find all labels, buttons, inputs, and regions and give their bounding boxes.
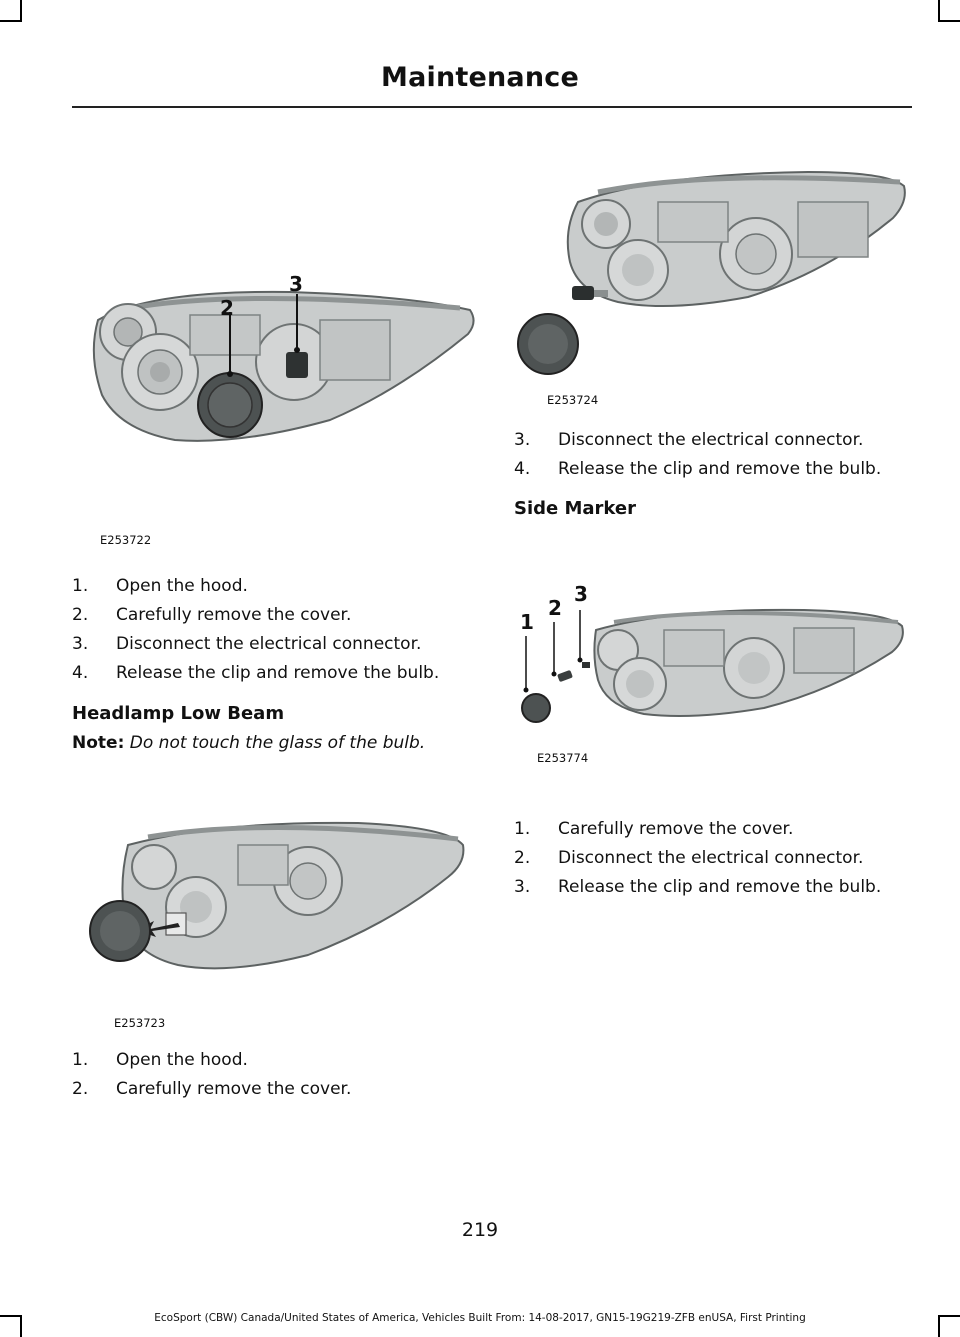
list-item: 4. Release the clip and remove the bulb. xyxy=(514,459,882,479)
headlamp-illustration xyxy=(514,580,906,730)
steps-low-beam-continued xyxy=(514,426,881,484)
callout-3: 3 xyxy=(289,272,303,296)
crop-mark xyxy=(0,20,22,22)
section-heading-side-marker: Side Marker xyxy=(514,498,637,519)
crop-mark xyxy=(938,20,960,22)
figure-code: E253722 xyxy=(100,533,152,547)
crop-mark xyxy=(20,0,22,22)
page-footer: EcoSport (CBW) Canada/United States of America, Vehicles Built From: 14-08-2017, GN15-19G219-ZFB enUSA, First Printing xyxy=(154,1312,806,1324)
callout-2: 2 xyxy=(548,596,562,620)
figure-code: E253724 xyxy=(547,393,599,407)
headlamp-illustration xyxy=(80,270,480,530)
steps-low-beam xyxy=(72,1046,351,1104)
list-item: 1. Open the hood. xyxy=(72,1050,248,1070)
list-item: 2. Carefully remove the cover. xyxy=(72,1079,352,1099)
figure-side-marker xyxy=(514,580,906,730)
list-item: 1. Open the hood. xyxy=(72,576,248,596)
headlamp-illustration xyxy=(508,162,908,392)
page-number: 219 xyxy=(461,1219,499,1241)
list-item: 3. Disconnect the electrical connector. xyxy=(72,634,422,654)
figure-headlamp-high-beam xyxy=(80,270,480,530)
callout-2: 2 xyxy=(220,296,234,320)
list-item: 2. Carefully remove the cover. xyxy=(72,605,352,625)
steps-high-beam xyxy=(72,572,439,688)
header-divider xyxy=(72,106,912,108)
steps-side-marker xyxy=(514,815,881,902)
callout-1: 1 xyxy=(520,610,534,634)
crop-mark xyxy=(938,0,940,22)
figure-low-beam-cover xyxy=(88,815,468,995)
callout-3: 3 xyxy=(574,582,588,606)
figure-code: E253774 xyxy=(537,751,589,765)
figure-code: E253723 xyxy=(114,1016,166,1030)
list-item: 2. Disconnect the electrical connector. xyxy=(514,848,864,868)
note: Note: Do not touch the glass of the bulb. xyxy=(72,733,426,753)
headlamp-illustration xyxy=(88,815,468,995)
list-item: 4. Release the clip and remove the bulb. xyxy=(72,663,440,683)
list-item: 3. Disconnect the electrical connector. xyxy=(514,430,864,450)
section-heading-low-beam: Headlamp Low Beam xyxy=(72,703,285,724)
list-item: 1. Carefully remove the cover. xyxy=(514,819,794,839)
figure-bulb-removed xyxy=(508,162,908,392)
list-item: 3. Release the clip and remove the bulb. xyxy=(514,877,882,897)
page-title: Maintenance xyxy=(381,62,579,93)
